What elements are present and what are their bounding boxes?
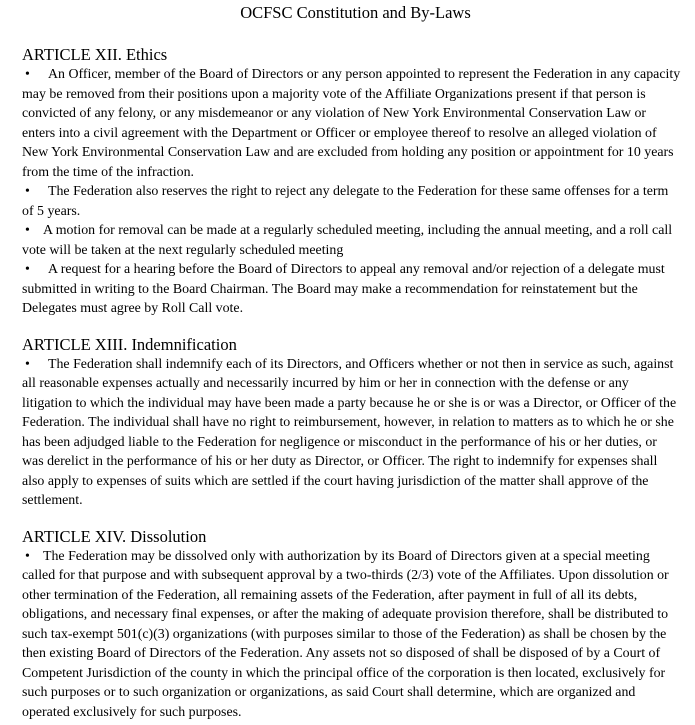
bullet-icon: •	[25, 184, 30, 199]
bullet-icon: •	[25, 262, 30, 277]
paragraph-text: The Federation shall indemnify each of its Directors, and Officers whether or not then in service as such, against all reasonable expenses actually and necessarily incurred by him or her in connection with the defense or any litigation to which the individual may have been made a party because he or she is or was a Director, or Officer of the Federation. The individual shall have no right to reimbursement, however, in relation to matters as to which he or she has been adjudged liable to the Federation for negligence or misconduct in the performance of his or her duties, or was derelict in the performance of his or her duty as Director, or Officer. The right to indemnify for expenses shall also apply to expenses of suits which are settled if the court having jurisdiction of the matter shall approve of the settlement.	[22, 356, 677, 508]
ethics-paragraph-2	[22, 182, 681, 221]
dissolution-paragraph-1	[22, 547, 681, 723]
article-dissolution	[22, 527, 681, 723]
indemnification-paragraph-1	[22, 355, 681, 511]
article-heading: ARTICLE XIII. Indemnification	[22, 334, 237, 354]
article-indemnification	[22, 335, 681, 511]
bullet-icon: •	[25, 548, 30, 564]
document-title: OCFSC Constitution and By-Laws	[240, 3, 471, 22]
article-heading: ARTICLE XII. Ethics	[22, 45, 168, 64]
paragraph-text: A motion for removal can be made at a regularly scheduled meeting, including the annual meeting, and a roll call vote will be taken at the next regularly scheduled meeting	[22, 223, 673, 258]
paragraph-text: The Federation also reserves the right to reject any delegate to the Federation for these same offenses for a term of 5 years.	[22, 184, 669, 219]
ethics-paragraph-3	[22, 221, 681, 260]
ethics-paragraph-4	[22, 260, 681, 319]
paragraph-text: The Federation may be dissolved only with authorization by its Board of Directors given at a special meeting called for that purpose and with subsequent approval by a two-thirds (2/3) vote of the Affiliates. Upon dissolution or other termination of the Federation, all remaining assets of the Federation, after payment in full of all its debts, obligations, and necessary final expenses, or after the making of adequate provision therefore, shall be distributed to such tax-exempt 501(c)(3) organizations (with purposes similar to those of the Federation) as shall be chosen by the then existing Board of Directors of the Federation. Any assets not so disposed of shall be disposed of by a Court of Competent Jurisdiction of the county in which the principal office of the corporation is then located, exclusively for such purposes or to such organization or organizations, as said Court shall determine, which are organized and operated exclusively for such purposes.	[22, 548, 669, 720]
bullet-icon: •	[25, 67, 30, 82]
paragraph-text: An Officer, member of the Board of Directors or any person appointed to represent the Federation in any capacity may be removed from their positions upon a majority vote of the Affiliate Organizations present if that person is convicted of any felony, or any misdemeanor or any violation of New York Environmental Conservation Law or enters into a civil agreement with the Department or Officer or employee thereof to resolve an alleged violation of New York Environmental Conservation Law and are excluded from holding any position or appointment for 10 years from the time of the infraction.	[22, 67, 681, 180]
paragraph-text: A request for a hearing before the Board of Directors to appeal any removal and/or rejection of a delegate must submitted in writing to the Board Chairman. The Board may make a recommendation for reinstatement but the Delegates must agree by Roll Call vote.	[22, 262, 665, 316]
ethics-paragraph-1	[22, 65, 681, 182]
article-ethics	[22, 45, 681, 319]
bullet-icon: •	[25, 223, 30, 238]
article-heading: ARTICLE XIV. Dissolution	[22, 526, 207, 546]
bullet-icon: •	[25, 356, 30, 372]
